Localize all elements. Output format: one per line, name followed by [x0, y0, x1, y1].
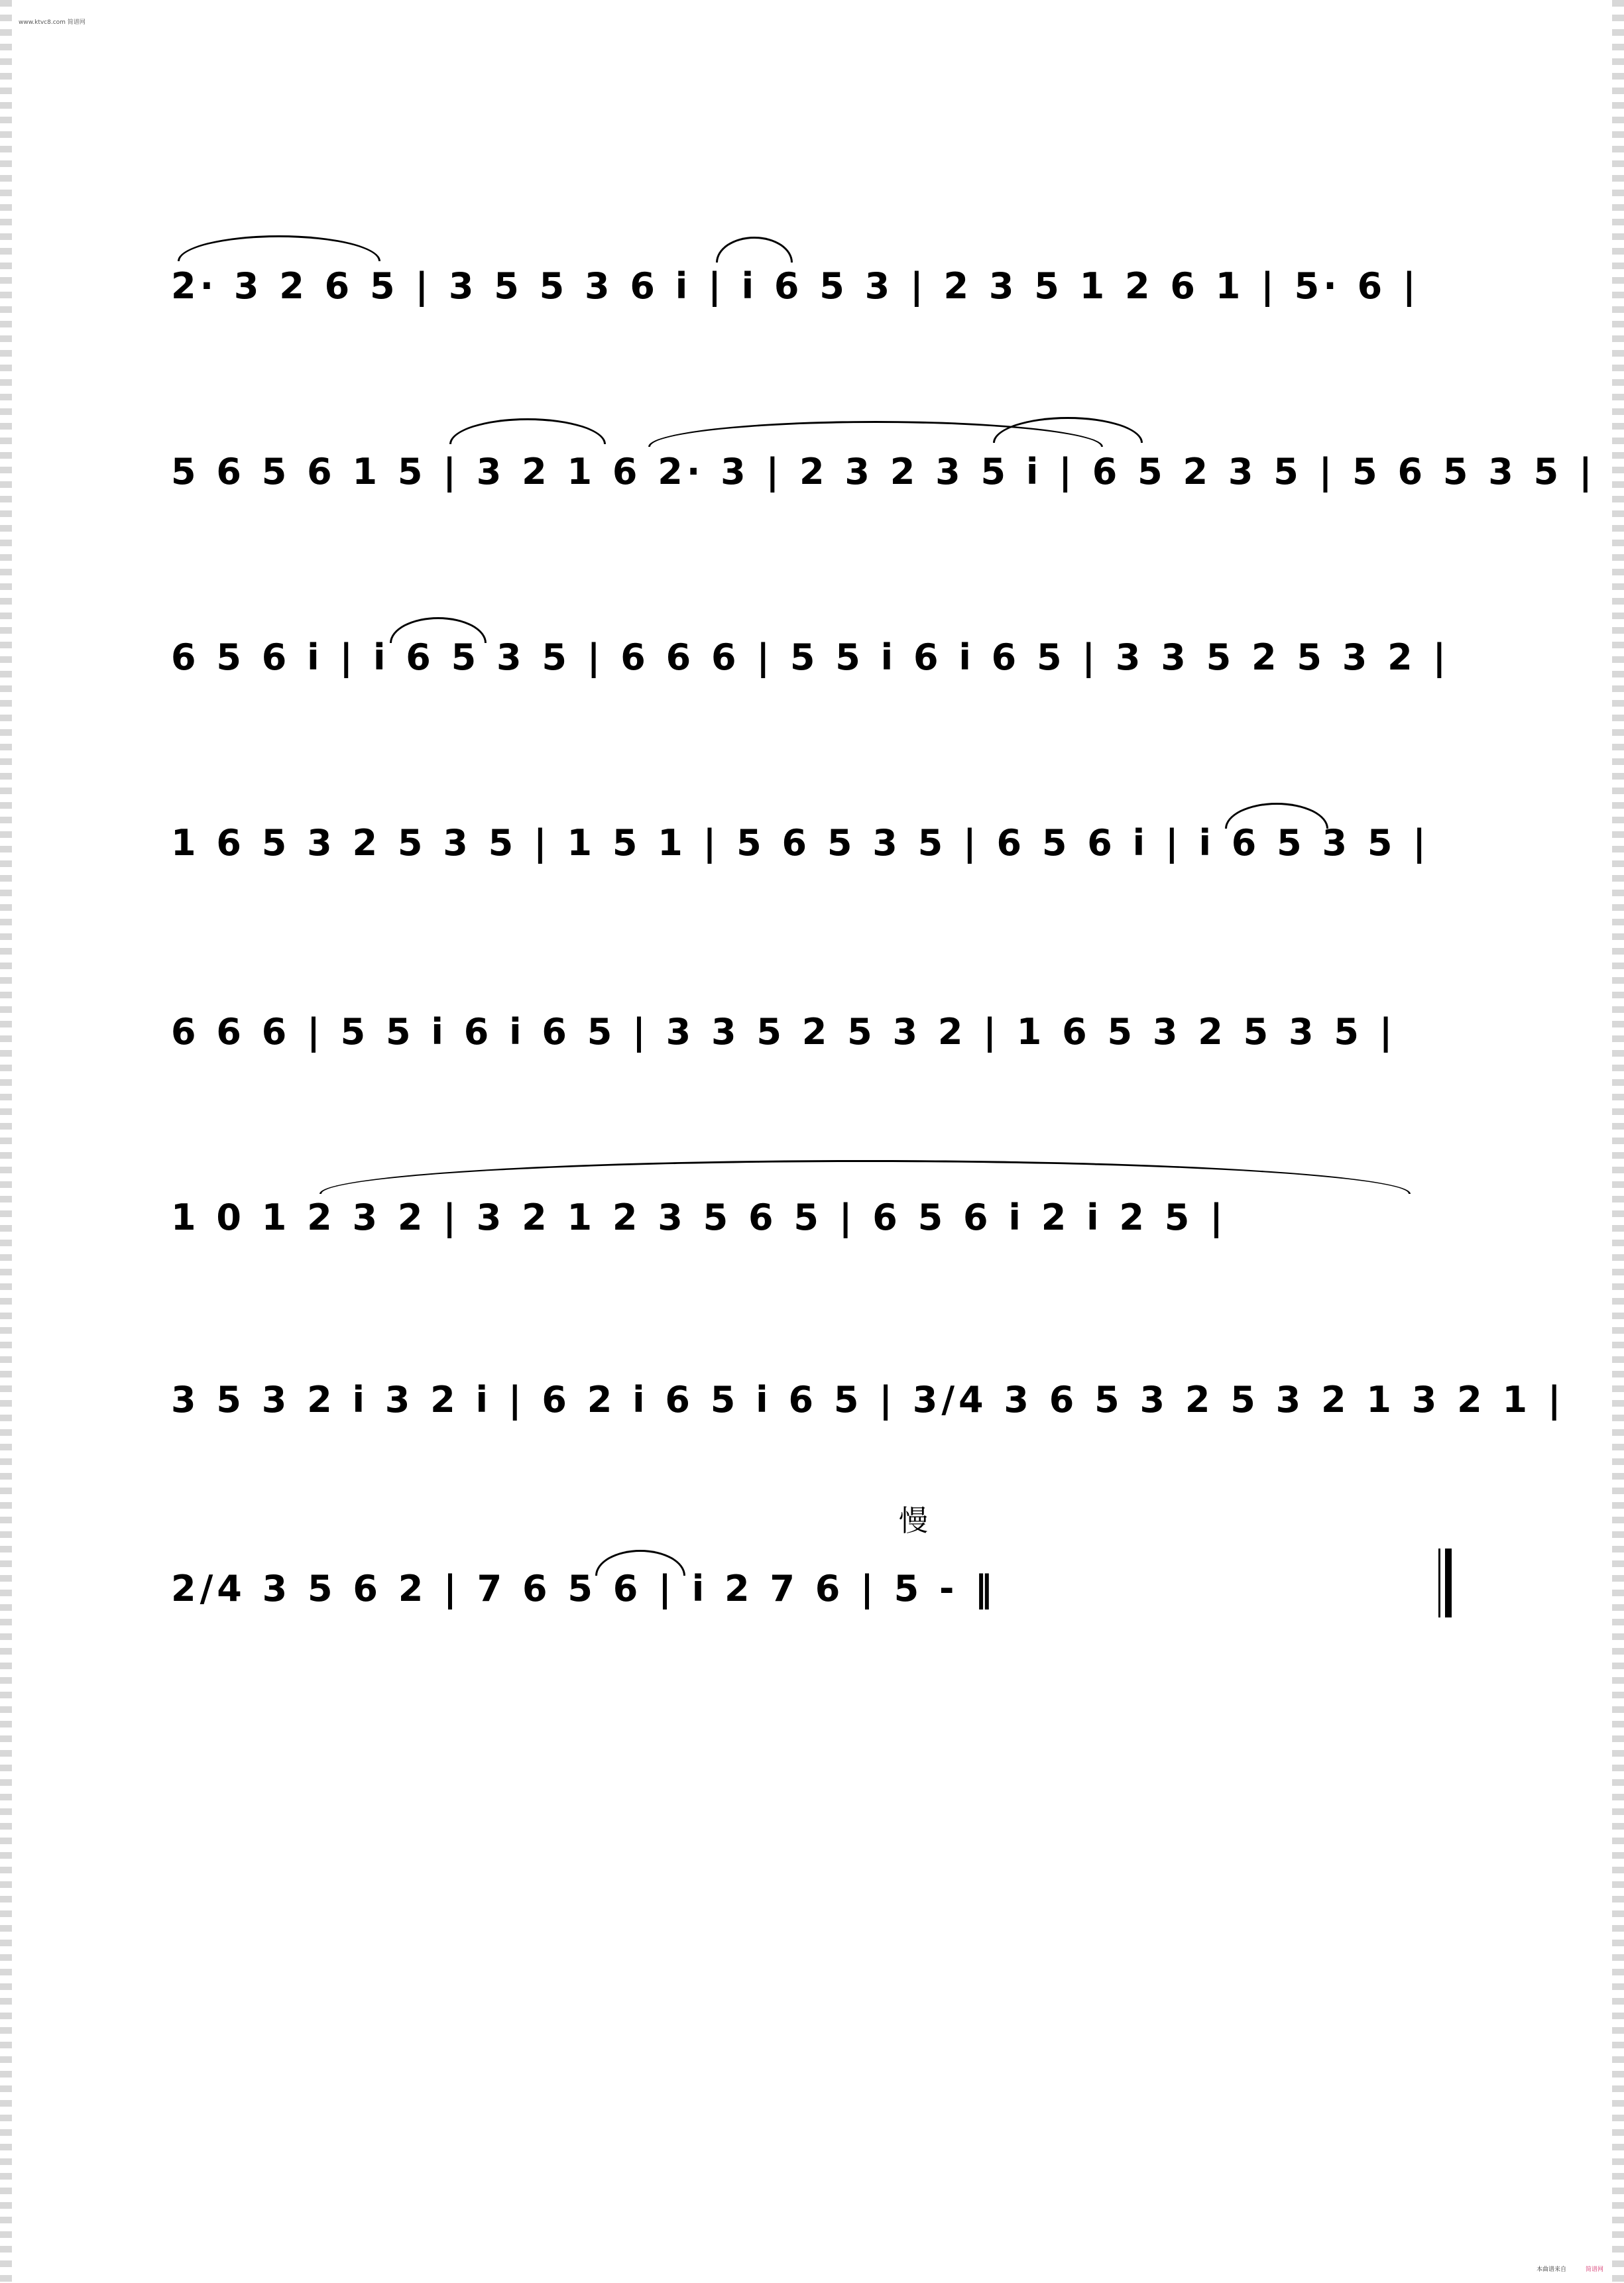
score-line-2: [171, 414, 1596, 514]
score-line-3: [171, 600, 1464, 699]
final-barline-thick: [1445, 1549, 1452, 1617]
site-url: www.ktvc8.com 简谱网: [19, 19, 86, 26]
notation-line-6: 1 0 1 2 3 2 | 3 2 1 2 3 5 6 5 | 6 5 6 i 2 i 2 5 |: [171, 1197, 1227, 1238]
right-decorative-border: [1612, 0, 1624, 2283]
footer-source-text: 本曲谱来自: [1537, 2266, 1567, 2273]
final-barline: [1438, 1549, 1454, 1617]
score-line-7: [171, 1342, 1565, 1442]
slur: [319, 1160, 1411, 1194]
left-decorative-border: [0, 0, 12, 2283]
score-line-6: [171, 1160, 1464, 1259]
slur: [716, 237, 793, 263]
notation-line-5: 6 6 6 | 5 5 i 6 i 6 5 | 3 3 5 2 5 3 2 | 1 6 5 3 2 5 3 5 |: [171, 1011, 1397, 1053]
tempo-mark: 慢: [899, 1504, 928, 1538]
notation-line-4: 1 6 5 3 2 5 3 5 | 1 5 1 | 5 6 5 3 5 | 6 5 6 i | i 6 5 3 5 |: [171, 822, 1430, 864]
score-line-8: [171, 1531, 1464, 1631]
footer-site-name: 简谱网: [1586, 2266, 1604, 2273]
notation-line-2: 5 6 5 6 1 5 | 3 2 1 6 2· 3 | 2 3 2 3 5 i | 6 5 2 3 5 | 5 6 5 3 5 |: [171, 451, 1596, 493]
score-line-5: [171, 974, 1464, 1074]
slur: [178, 235, 380, 261]
score-line-4: [171, 786, 1464, 885]
score-line-1: [171, 229, 1464, 328]
final-barline-thin: [1438, 1549, 1440, 1617]
notation-line-1: 2· 3 2 6 5 | 3 5 5 3 6 i | i 6 5 3 | 2 3 5 1 2 6 1 | 5· 6 |: [171, 265, 1420, 307]
notation-line-8: 2/4 3 5 6 2 | 7 6 5 6 | i 2 7 6 | 5 - ‖: [171, 1568, 997, 1610]
notation-line-7: 3 5 3 2 i 3 2 i | 6 2 i 6 5 i 6 5 | 3/4 3 6 5 3 2 5 3 2 1 3 2 1 |: [171, 1379, 1565, 1421]
slur: [449, 418, 606, 444]
slur: [993, 417, 1143, 443]
notation-line-3: 6 5 6 i | i 6 5 3 5 | 6 6 6 | 5 5 i 6 i 6 5 | 3 3 5 2 5 3 2 |: [171, 636, 1450, 678]
